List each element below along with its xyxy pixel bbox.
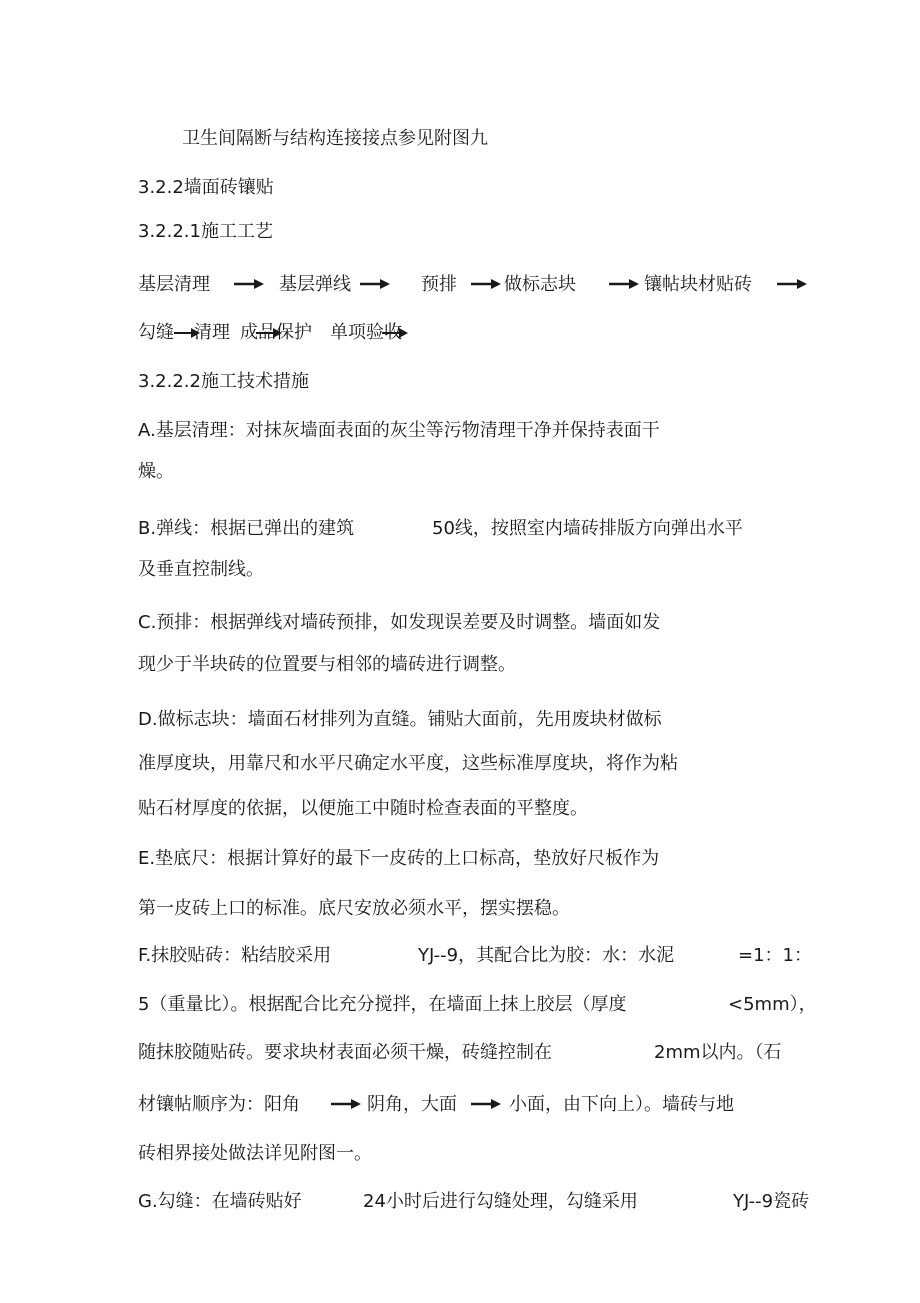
arrow-right-icon xyxy=(609,278,639,290)
flow-step: 镶帖块材贴砖 xyxy=(644,274,752,295)
flow-step: 预排 xyxy=(421,274,457,295)
item-d-line-3: 贴石材厚度的依据，以便施工中随时检查表面的平整度。 xyxy=(138,798,588,819)
item-g-line-1a: G.勾缝：在墙砖贴好 xyxy=(138,1191,302,1212)
item-c-line-2: 现少于半块砖的位置要与相邻的墙砖进行调整。 xyxy=(138,654,516,675)
flow-step: 基层弹线 xyxy=(279,274,351,295)
item-g-line-1c: YJ--9瓷砖 xyxy=(733,1191,810,1212)
arrow-right-icon xyxy=(471,278,501,290)
item-f-line-4a: 材镶帖顺序为：阳角 xyxy=(138,1094,300,1115)
section-heading-3-2-2-2: 3.2.2.2施工技术措施 xyxy=(138,371,309,392)
section-heading-3-2-2-1: 3.2.2.1施工工艺 xyxy=(138,221,273,242)
flow-step: 做标志块 xyxy=(504,274,576,295)
flow-step: 基层清理 xyxy=(138,274,210,295)
arrow-right-icon xyxy=(777,278,807,290)
arrow-right-icon xyxy=(331,1098,361,1110)
section-heading-3-2-2: 3.2.2墙面砖镶贴 xyxy=(138,177,274,198)
item-f-line-1b: YJ--9，其配合比为胶：水：水泥 xyxy=(418,945,675,966)
item-b-line-1b: 50线，按照室内墙砖排版方向弹出水平 xyxy=(432,518,743,539)
item-f-line-4c: 小面，由下向上）。墙砖与地 xyxy=(509,1094,734,1115)
item-f-line-1a: F.抹胶贴砖：粘结胶采用 xyxy=(138,945,332,966)
item-f-line-2b: <5mm）， xyxy=(728,994,817,1015)
item-f-line-3b: 2mm以内。（石 xyxy=(654,1042,782,1063)
flow-step: 清理 xyxy=(194,322,230,343)
item-b-line-2: 及垂直控制线。 xyxy=(138,559,264,580)
item-f-line-1c: =1：1： xyxy=(738,945,812,966)
item-d-line-2: 准厚度块，用靠尺和水平尺确定水平度，这些标准厚度块，将作为粘 xyxy=(138,753,678,774)
item-c-line-1: C.预排：根据弹线对墙砖预排，如发现误差要及时调整。墙面如发 xyxy=(138,612,661,633)
item-e-line-2: 第一皮砖上口的标准。底尺安放必须水平，摆实摆稳。 xyxy=(138,898,570,919)
item-b-line-1a: B.弹线：根据已弹出的建筑 xyxy=(138,518,355,539)
item-f-line-4b: 阴角，大面 xyxy=(367,1094,457,1115)
item-f-line-5: 砖相界接处做法详见附图一。 xyxy=(138,1143,372,1164)
item-a-line-2: 燥。 xyxy=(138,461,174,482)
arrow-right-icon xyxy=(234,278,264,290)
item-g-line-1b: 24小时后进行勾缝处理，勾缝采用 xyxy=(363,1191,638,1212)
arrow-right-icon xyxy=(360,278,390,290)
flow-step: 勾缝 xyxy=(138,322,174,343)
flow-step: 单项验收 xyxy=(330,322,402,343)
arrow-right-icon xyxy=(471,1098,501,1110)
item-d-line-1: D.做标志块：墙面石材排列为直缝。铺贴大面前，先用废块材做标 xyxy=(138,709,662,730)
item-f-line-3a: 随抹胶随贴砖。要求块材表面必须干燥，砖缝控制在 xyxy=(138,1042,552,1063)
item-e-line-1: E.垫底尺：根据计算好的最下一皮砖的上口标高，垫放好尺板作为 xyxy=(138,848,660,869)
flow-step: 成品保护 xyxy=(240,322,312,343)
item-f-line-2a: 5（重量比）。根据配合比充分搅拌，在墙面上抹上胶层（厚度 xyxy=(138,994,627,1015)
item-a-line-1: A.基层清理：对抹灰墙面表面的灰尘等污物清理干净并保持表面干 xyxy=(138,420,660,441)
figure-reference: 卫生间隔断与结构连接接点参见附图九 xyxy=(182,128,488,149)
